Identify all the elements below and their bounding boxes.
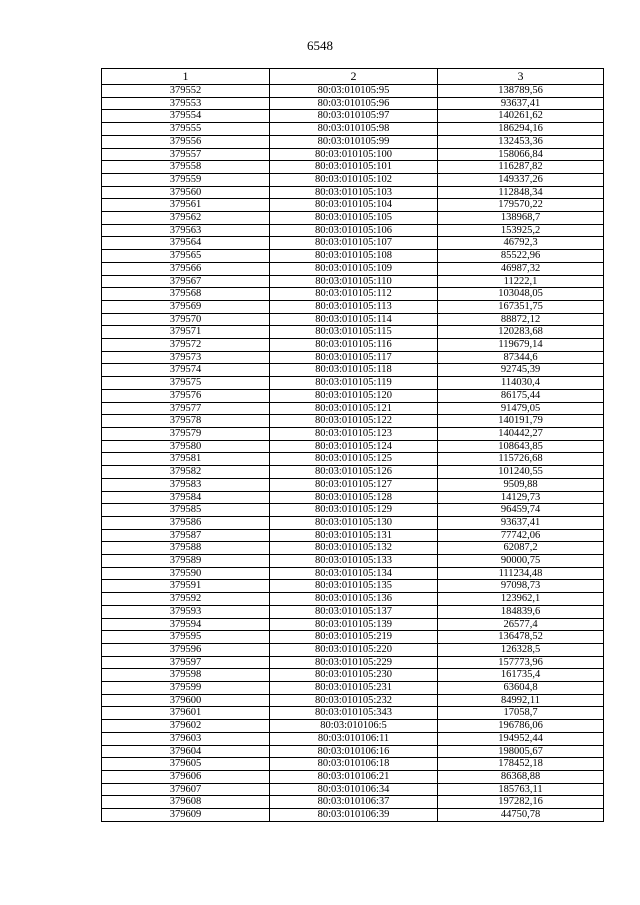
table-row — [102, 643, 604, 656]
value-cell: 140261,62 — [438, 110, 604, 123]
value-cell: 63604,8 — [438, 682, 604, 695]
value-cell: 86368,88 — [438, 770, 604, 783]
table-row — [102, 555, 604, 568]
table-row — [102, 516, 604, 529]
record-number-cell: 379608 — [102, 796, 270, 809]
cadastral-number-cell: 80:03:010105:126 — [270, 466, 438, 479]
record-number-cell: 379603 — [102, 732, 270, 745]
record-number-cell: 379598 — [102, 669, 270, 682]
cadastral-number-cell: 80:03:010105:139 — [270, 618, 438, 631]
cadastral-number-cell: 80:03:010105:127 — [270, 478, 438, 491]
value-cell: 167351,75 — [438, 300, 604, 313]
column-header-2: 2 — [270, 69, 438, 85]
record-number-cell: 379575 — [102, 377, 270, 390]
value-cell: 184839,6 — [438, 605, 604, 618]
record-number-cell: 379596 — [102, 643, 270, 656]
cadastral-number-cell: 80:03:010106:37 — [270, 796, 438, 809]
table-row — [102, 212, 604, 225]
table-row — [102, 707, 604, 720]
table-row — [102, 275, 604, 288]
value-cell: 132453,36 — [438, 135, 604, 148]
cadastral-number-cell: 80:03:010105:130 — [270, 516, 438, 529]
record-number-cell: 379568 — [102, 288, 270, 301]
record-number-cell: 379553 — [102, 97, 270, 110]
cadastral-number-cell: 80:03:010105:98 — [270, 123, 438, 136]
cadastral-number-cell: 80:03:010105:117 — [270, 351, 438, 364]
record-number-cell: 379562 — [102, 212, 270, 225]
table-row — [102, 97, 604, 110]
cadastral-number-cell: 80:03:010105:124 — [270, 440, 438, 453]
cadastral-number-cell: 80:03:010105:103 — [270, 186, 438, 199]
table-row — [102, 440, 604, 453]
value-cell: 97098,73 — [438, 580, 604, 593]
record-number-cell: 379558 — [102, 161, 270, 174]
record-number-cell: 379579 — [102, 427, 270, 440]
table-row — [102, 745, 604, 758]
record-number-cell: 379591 — [102, 580, 270, 593]
table-row — [102, 796, 604, 809]
value-cell: 88872,12 — [438, 313, 604, 326]
record-number-cell: 379594 — [102, 618, 270, 631]
cadastral-number-cell: 80:03:010106:34 — [270, 783, 438, 796]
table-row — [102, 402, 604, 415]
record-number-cell: 379572 — [102, 339, 270, 352]
cadastral-number-cell: 80:03:010105:102 — [270, 173, 438, 186]
value-cell: 11222,1 — [438, 275, 604, 288]
record-number-cell: 379580 — [102, 440, 270, 453]
table-row — [102, 466, 604, 479]
value-cell: 93637,41 — [438, 516, 604, 529]
table-row — [102, 85, 604, 98]
record-number-cell: 379563 — [102, 224, 270, 237]
record-number-cell: 379569 — [102, 300, 270, 313]
record-number-cell: 379586 — [102, 516, 270, 529]
table-body — [102, 85, 604, 822]
cadastral-number-cell: 80:03:010105:116 — [270, 339, 438, 352]
cadastral-number-cell: 80:03:010105:95 — [270, 85, 438, 98]
table-row — [102, 110, 604, 123]
record-number-cell: 379585 — [102, 504, 270, 517]
record-number-cell: 379584 — [102, 491, 270, 504]
value-cell: 44750,78 — [438, 809, 604, 822]
value-cell: 112848,34 — [438, 186, 604, 199]
value-cell: 196786,06 — [438, 720, 604, 733]
cadastral-number-cell: 80:03:010105:118 — [270, 364, 438, 377]
table-row — [102, 173, 604, 186]
record-number-cell: 379583 — [102, 478, 270, 491]
record-number-cell: 379554 — [102, 110, 270, 123]
table-row — [102, 542, 604, 555]
table-row — [102, 758, 604, 771]
record-number-cell: 379565 — [102, 250, 270, 263]
record-number-cell: 379560 — [102, 186, 270, 199]
table-row — [102, 250, 604, 263]
table-row — [102, 389, 604, 402]
record-number-cell: 379601 — [102, 707, 270, 720]
value-cell: 62087,2 — [438, 542, 604, 555]
table-row — [102, 123, 604, 136]
record-number-cell: 379592 — [102, 593, 270, 606]
value-cell: 120283,68 — [438, 326, 604, 339]
cadastral-number-cell: 80:03:010105:101 — [270, 161, 438, 174]
table-row — [102, 605, 604, 618]
table-row — [102, 148, 604, 161]
table-row — [102, 491, 604, 504]
value-cell: 126328,5 — [438, 643, 604, 656]
value-cell: 85522,96 — [438, 250, 604, 263]
record-number-cell: 379552 — [102, 85, 270, 98]
value-cell: 92745,39 — [438, 364, 604, 377]
value-cell: 108643,85 — [438, 440, 604, 453]
cadastral-number-cell: 80:03:010105:114 — [270, 313, 438, 326]
column-header-3: 3 — [438, 69, 604, 85]
value-cell: 185763,11 — [438, 783, 604, 796]
record-number-cell: 379599 — [102, 682, 270, 695]
record-number-cell: 379605 — [102, 758, 270, 771]
table-row — [102, 326, 604, 339]
cadastral-number-cell: 80:03:010105:133 — [270, 555, 438, 568]
value-cell: 149337,26 — [438, 173, 604, 186]
record-number-cell: 379581 — [102, 453, 270, 466]
cadastral-number-cell: 80:03:010105:106 — [270, 224, 438, 237]
table-row — [102, 377, 604, 390]
table-row — [102, 300, 604, 313]
value-cell: 197282,16 — [438, 796, 604, 809]
value-cell: 161735,4 — [438, 669, 604, 682]
record-number-cell: 379574 — [102, 364, 270, 377]
record-number-cell: 379564 — [102, 237, 270, 250]
cadastral-number-cell: 80:03:010105:231 — [270, 682, 438, 695]
cadastral-number-cell: 80:03:010105:220 — [270, 643, 438, 656]
cadastral-number-cell: 80:03:010105:135 — [270, 580, 438, 593]
table-row — [102, 161, 604, 174]
table-row — [102, 237, 604, 250]
cadastral-number-cell: 80:03:010105:232 — [270, 694, 438, 707]
table-row — [102, 618, 604, 631]
table-row — [102, 224, 604, 237]
page-number: 6548 — [307, 38, 333, 53]
value-cell: 140191,79 — [438, 415, 604, 428]
table-row — [102, 504, 604, 517]
value-cell: 123962,1 — [438, 593, 604, 606]
value-cell: 194952,44 — [438, 732, 604, 745]
table-header-row — [102, 69, 604, 85]
cadastral-number-cell: 80:03:010105:96 — [270, 97, 438, 110]
cadastral-number-cell: 80:03:010106:16 — [270, 745, 438, 758]
value-cell: 157773,96 — [438, 656, 604, 669]
value-cell: 186294,16 — [438, 123, 604, 136]
table-row — [102, 186, 604, 199]
table-row — [102, 732, 604, 745]
cadastral-number-cell: 80:03:010105:105 — [270, 212, 438, 225]
cadastral-number-cell: 80:03:010105:343 — [270, 707, 438, 720]
record-number-cell: 379600 — [102, 694, 270, 707]
cadastral-number-cell: 80:03:010105:120 — [270, 389, 438, 402]
cadastral-number-cell: 80:03:010105:129 — [270, 504, 438, 517]
table-row — [102, 478, 604, 491]
record-number-cell: 379590 — [102, 567, 270, 580]
cadastral-number-cell: 80:03:010105:113 — [270, 300, 438, 313]
record-number-cell: 379593 — [102, 605, 270, 618]
table-row — [102, 783, 604, 796]
table-row — [102, 669, 604, 682]
cadastral-number-cell: 80:03:010105:107 — [270, 237, 438, 250]
record-number-cell: 379577 — [102, 402, 270, 415]
value-cell: 90000,75 — [438, 555, 604, 568]
table-row — [102, 694, 604, 707]
table-row — [102, 199, 604, 212]
table-row — [102, 682, 604, 695]
value-cell: 114030,4 — [438, 377, 604, 390]
cadastral-number-cell: 80:03:010105:125 — [270, 453, 438, 466]
cadastral-number-cell: 80:03:010105:230 — [270, 669, 438, 682]
record-number-cell: 379567 — [102, 275, 270, 288]
table-row — [102, 631, 604, 644]
value-cell: 140442,27 — [438, 427, 604, 440]
record-number-cell: 379588 — [102, 542, 270, 555]
value-cell: 93637,41 — [438, 97, 604, 110]
cadastral-number-cell: 80:03:010105:119 — [270, 377, 438, 390]
record-number-cell: 379597 — [102, 656, 270, 669]
cadastral-number-cell: 80:03:010105:110 — [270, 275, 438, 288]
table-row — [102, 529, 604, 542]
value-cell: 17058,7 — [438, 707, 604, 720]
cadastral-number-cell: 80:03:010105:108 — [270, 250, 438, 263]
value-cell: 87344,6 — [438, 351, 604, 364]
value-cell: 96459,74 — [438, 504, 604, 517]
cadastral-number-cell: 80:03:010105:132 — [270, 542, 438, 555]
value-cell: 9509,88 — [438, 478, 604, 491]
value-cell: 91479,05 — [438, 402, 604, 415]
table-row — [102, 720, 604, 733]
value-cell: 116287,82 — [438, 161, 604, 174]
value-cell: 136478,52 — [438, 631, 604, 644]
table-row — [102, 656, 604, 669]
cadastral-number-cell: 80:03:010106:5 — [270, 720, 438, 733]
cadastral-number-cell: 80:03:010106:21 — [270, 770, 438, 783]
table-row — [102, 453, 604, 466]
cadastral-number-cell: 80:03:010105:100 — [270, 148, 438, 161]
cadastral-number-cell: 80:03:010106:18 — [270, 758, 438, 771]
cadastral-number-cell: 80:03:010106:39 — [270, 809, 438, 822]
cadastral-number-cell: 80:03:010105:121 — [270, 402, 438, 415]
record-number-cell: 379571 — [102, 326, 270, 339]
cadastral-number-cell: 80:03:010106:11 — [270, 732, 438, 745]
table-row — [102, 313, 604, 326]
value-cell: 103048,05 — [438, 288, 604, 301]
cadastral-number-cell: 80:03:010105:112 — [270, 288, 438, 301]
value-cell: 158066,84 — [438, 148, 604, 161]
record-number-cell: 379570 — [102, 313, 270, 326]
cadastral-number-cell: 80:03:010105:136 — [270, 593, 438, 606]
table-row — [102, 339, 604, 352]
record-number-cell: 379606 — [102, 770, 270, 783]
table-row — [102, 580, 604, 593]
cadastral-number-cell: 80:03:010105:115 — [270, 326, 438, 339]
table-row — [102, 351, 604, 364]
record-number-cell: 379609 — [102, 809, 270, 822]
table-row — [102, 364, 604, 377]
record-number-cell: 379589 — [102, 555, 270, 568]
table-row — [102, 593, 604, 606]
cadastral-number-cell: 80:03:010105:219 — [270, 631, 438, 644]
value-cell: 26577,4 — [438, 618, 604, 631]
cadastral-number-cell: 80:03:010105:131 — [270, 529, 438, 542]
value-cell: 111234,48 — [438, 567, 604, 580]
record-number-cell: 379595 — [102, 631, 270, 644]
record-number-cell: 379602 — [102, 720, 270, 733]
value-cell: 46987,32 — [438, 262, 604, 275]
cadastral-number-cell: 80:03:010105:104 — [270, 199, 438, 212]
cadastral-number-cell: 80:03:010105:122 — [270, 415, 438, 428]
record-number-cell: 379582 — [102, 466, 270, 479]
record-number-cell: 379561 — [102, 199, 270, 212]
cadastral-number-cell: 80:03:010105:229 — [270, 656, 438, 669]
cadastral-number-cell: 80:03:010105:128 — [270, 491, 438, 504]
record-number-cell: 379578 — [102, 415, 270, 428]
value-cell: 14129,73 — [438, 491, 604, 504]
column-header-1: 1 — [102, 69, 270, 85]
table-row — [102, 135, 604, 148]
record-number-cell: 379604 — [102, 745, 270, 758]
value-cell: 138968,7 — [438, 212, 604, 225]
cadastral-number-cell: 80:03:010105:99 — [270, 135, 438, 148]
table-row — [102, 415, 604, 428]
value-cell: 153925,2 — [438, 224, 604, 237]
cadastral-number-cell: 80:03:010105:137 — [270, 605, 438, 618]
value-cell: 77742,06 — [438, 529, 604, 542]
data-table — [101, 68, 604, 822]
record-number-cell: 379573 — [102, 351, 270, 364]
record-number-cell: 379557 — [102, 148, 270, 161]
value-cell: 178452,18 — [438, 758, 604, 771]
value-cell: 46792,3 — [438, 237, 604, 250]
record-number-cell: 379566 — [102, 262, 270, 275]
table-row — [102, 567, 604, 580]
record-number-cell: 379555 — [102, 123, 270, 136]
value-cell: 179570,22 — [438, 199, 604, 212]
table-row — [102, 809, 604, 822]
cadastral-number-cell: 80:03:010105:97 — [270, 110, 438, 123]
table-row — [102, 288, 604, 301]
cadastral-number-cell: 80:03:010105:123 — [270, 427, 438, 440]
table-row — [102, 427, 604, 440]
value-cell: 115726,68 — [438, 453, 604, 466]
value-cell: 198005,67 — [438, 745, 604, 758]
record-number-cell: 379556 — [102, 135, 270, 148]
value-cell: 84992,11 — [438, 694, 604, 707]
value-cell: 101240,55 — [438, 466, 604, 479]
value-cell: 138789,56 — [438, 85, 604, 98]
record-number-cell: 379587 — [102, 529, 270, 542]
record-number-cell: 379559 — [102, 173, 270, 186]
cadastral-number-cell: 80:03:010105:134 — [270, 567, 438, 580]
table-row — [102, 262, 604, 275]
value-cell: 86175,44 — [438, 389, 604, 402]
record-number-cell: 379607 — [102, 783, 270, 796]
cadastral-number-cell: 80:03:010105:109 — [270, 262, 438, 275]
record-number-cell: 379576 — [102, 389, 270, 402]
table-row — [102, 770, 604, 783]
value-cell: 119679,14 — [438, 339, 604, 352]
